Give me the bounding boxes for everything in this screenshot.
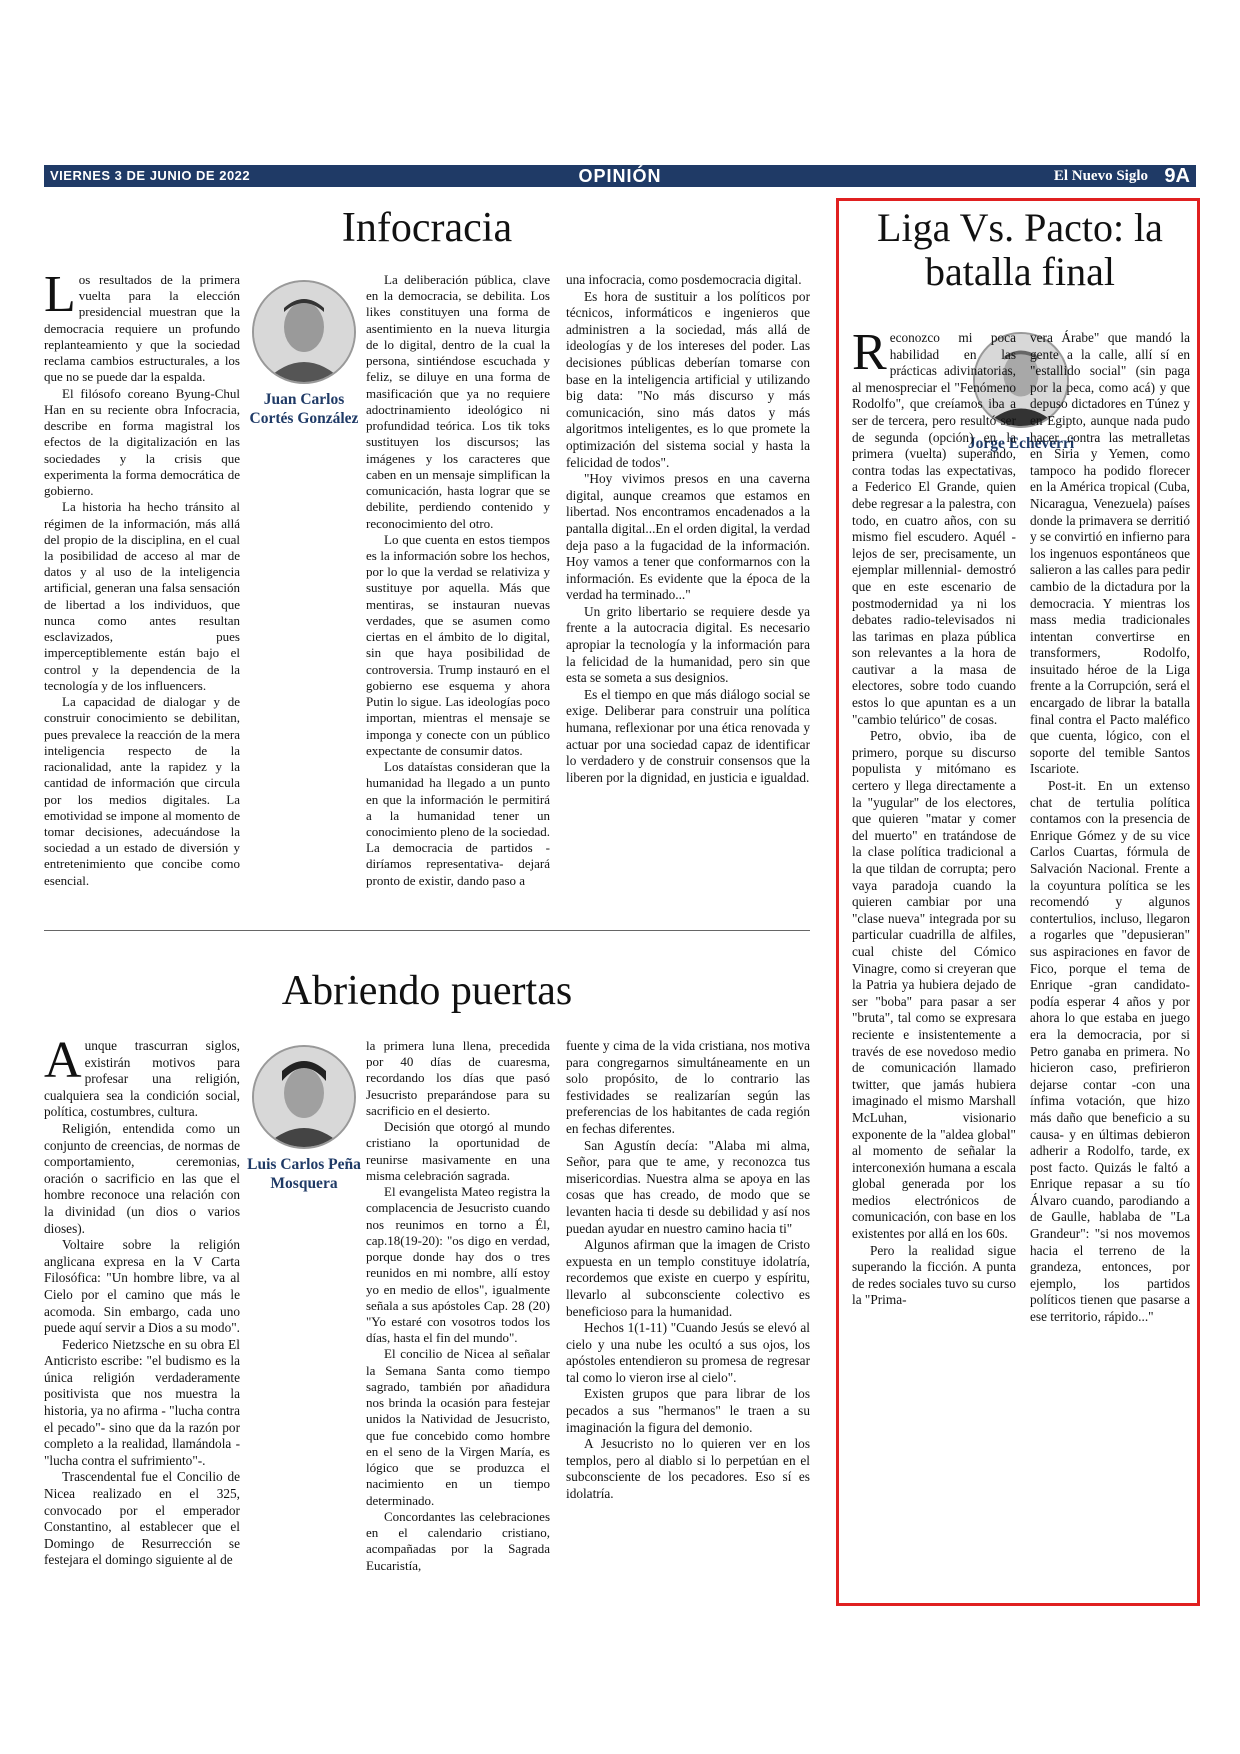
paragraph: la primera luna llena, precedida por 40 días de cuaresma, recordando los días que pasó Jesucristo preparándose para su sacrificio en el desierto.: [366, 1038, 550, 1118]
paragraph: os resultados de la primera vuelta para la elección presidencial muestran que la democracia requiere un profundo replanteamiento y que la sociedad reclama cambios estructurales, a los que no se puede dar la espalda.: [44, 272, 240, 385]
header-page-number: 9A: [1164, 165, 1190, 187]
paragraph: Petro, obvio, iba de primero, porque su discurso populista y mitómano es certero y llega directamente a la "yugular" de los electores, que quieren "matar y comer del muerto" en tratándose de la clase política tradicional a la que tildan de corrupta; pero vaya paradoja cuando la quieren cambiar por una "clase nueva" integrada por su particular cuadrilla de alfiles, cual chiste del Cómico Vinagre, como si creyeran que la Patria ya hubiera dejado de ser "boba" para pasar a ser "bruta", tal como se expresara reciente e insistentemente a través de ese novedoso medio de comunicación llamado twitter, que jamás hubiera imaginado el mismo Marshall McLuhan, visionario exponente de la "aldea global" al momento de señalar la interconexión humana a escala global generada por los medios electrónicos de comunicación, con base en los existentes por allá en los 60s.: [852, 728, 1016, 1242]
infocracia-column-3: [566, 272, 810, 786]
header-date: VIERNES 3 DE JUNIO DE 2022: [50, 168, 251, 183]
paragraph: El concilio de Nicea al señalar la Semana Santa como tiempo sagrado, también por añadidura nos brinda la ocasión para festejar unidos la Natividad de Jesucristo, que fue concebido como hombre en el seno de la Virgen María, es lógico que se produzca el nacimiento en un tiempo determinado.: [366, 1346, 550, 1508]
paragraph: "Hoy vivimos presos en una caverna digital, aunque creamos que estamos en libertad. Nos encontramos encadenados a la pantalla digital...En el orden digital, la verdad deja paso a la fugacidad de la información. Hoy vamos a tener que conformarnos con la información. Es evidente que la época de la verdad ha terminado...": [566, 471, 810, 603]
paragraph: Lo que cuenta en estos tiempos es la información sobre los hechos, por lo que la verdad se relativiza y sustituye por aquella. Más que mentiras, se instauran nuevas verdades, que se asumen como ciertas en el ámbito de lo digital, sin que haya posibilidad de controversia. Trump instauró en el gobierno ese esquema y ahora Putin lo sigue. Las ideologías poco importan, mientras el mensaje se imponga y conecte con un público expectante de consumir datos.: [366, 531, 550, 758]
infocracia-column-1: [44, 266, 240, 889]
abriendo-column-3: [566, 1038, 810, 1503]
drop-cap: A: [44, 1032, 82, 1089]
author-name: Jorge Echeverri: [967, 435, 1075, 452]
abriendo-column-2: [304, 1038, 550, 1574]
paragraph: Concordantes las celebraciones en el calendario cristiano, acompañadas por la Sagrada Eucaristía,: [366, 1508, 550, 1573]
paragraph: Federico Nietzsche en su obra El Anticristo escribe: "el budismo es la única religión verdaderamente positivista que nos muestra la historia, ya no afirma - "lucha contra el pecado"- sino que da la razón por completo a la realidad, llamándola - "lucha contra el sufrimiento"-.: [44, 1336, 240, 1468]
paragraph: El filósofo coreano Byung-Chul Han en su reciente obra Infocracia, describe en forma magistral los efectos de la digitalización en las sociedades y la crisis que experimenta la forma democrática de gobierno.: [44, 385, 240, 499]
paragraph: Pero la realidad sigue superando la ficción. A punta de redes sociales tuvo su curso la "Prima-: [852, 1242, 1016, 1308]
infocracia-column-2: [304, 272, 550, 889]
paragraph: La deliberación pública, clave en la democracia, se debilita. Los likes constituyen una forma de asentimiento en la nueva liturgia de lo digital, dentro de la cual la persona, sintiéndose escuchada y feliz, se diluye en una forma de masificación que ya no requiere adoctrinamiento ideológico ni profundidad teórica. Los tik toks sustituyen los discursos; las imágenes y los caracteres que caben en un mensaje simplifican la comunicación, hasta lograr que se debilite, perdiendo contenido y reconocimiento del otro.: [366, 272, 550, 531]
liga-column-1: [852, 324, 1016, 1309]
paragraph: vera Árabe" que mandó la gente a la calle, allí sí en "estallido social" (sin paga por la peca, como acá) y que depuso dictadores en Túnez y en Egipto, aunque nada pudo hacer contra las metralletas en Siria y Yemen, como tampoco ha podido florecer en la América tropical (Cuba, Nicaragua, Venezuela) países donde la primavera se derritió y se convirtió en infierno para los ingenuos espontáneos que salieron a las calles para pedir cambio de la dictadura por la democracia. Y mientras los mass media tradicionales intentan convertirse en transformers, Rodolfo, insuitado héroe de la Liga frente a la Corrupción, será el encargado de librar la batalla final contra el Pacto maléfico que cuenta, lógico, con el soporte del temible Santos Iscariote.: [1030, 330, 1190, 777]
author-name: Luis Carlos Peña Mosquera: [247, 1156, 361, 1192]
article-title-infocracia: Infocracia: [341, 205, 513, 251]
paragraph: Es el tiempo en que más diálogo social se exige. Deliberar para construir una política humana, reflexionar por una ética renovada y actuar por una sociedad capaz de identificar lo verdadero y de construir consensos que la liberen por la dignidad, en justicia e igualdad.: [566, 686, 810, 785]
paragraph: La historia ha hecho tránsito al régimen de la información, más allá del propio de la disciplina, en el cual la posibilidad de acceso al mar de datos y al uso de la inteligencia artificial, generan una falsa sensación de libertad a los individuos, que nunca como antes resultan esclavizados, pues imperceptiblemente están bajo el control y la dependencia de la tecnología y de los influencers.: [44, 499, 240, 693]
header-section: OPINIÓN: [578, 166, 662, 186]
liga-column-2: [1030, 330, 1190, 1326]
page-header: [44, 165, 1196, 187]
paragraph: Trascendental fue el Concilio de Nicea realizado en el 325, convocado por el emperador Constantino, al establecer que el Domingo de Resurrección se festejara el domingo siguiente al de: [44, 1469, 240, 1568]
paragraph: Voltaire sobre la religión anglicana expresa en la V Carta Filosófica: "Un hombre libre, va al Cielo por el camino que más le acomoda. Sin embargo, cada uno puede aquí servir a Dios a su modo".: [44, 1237, 240, 1336]
paragraph: unque trascurran siglos, existirán motivos para profesar una religión, cualquiera sea la condición social, política, costumbres, cultura.: [44, 1038, 240, 1120]
drop-cap: L: [44, 266, 76, 323]
paragraph: Los dataístas consideran que la humanidad ha llegado a un punto en que la información le permitirá a la humanidad tener un conocimiento pleno de la sociedad. La democracia de partidos - diríamos representativa- dejará pronto de existir, dando paso a: [366, 759, 550, 888]
author-name: Juan Carlos Cortés González: [249, 391, 359, 427]
paragraph: La capacidad de dialogar y de construir conocimiento se debilitan, pues prevalece la reacción de la mera inteligencia respecto de la racionalidad, ante la rapidez y la cantidad de información que circula por los medios digitales. La emotividad se impone al momento de tomar decisiones, adecuándose la sociedad a un estado de diversión y entretenimiento que concibe como esencial.: [44, 694, 240, 888]
section-divider: [44, 930, 810, 931]
paragraph: Religión, entendida como un conjunto de creencias, de normas de comportamiento, ceremonias, oración o sacrificio en las que el hombre reconoce una relación con la divinidad (un dios o varios dioses).: [44, 1120, 240, 1236]
header-logo: El Nuevo Siglo: [1053, 168, 1148, 184]
paragraph: El evangelista Mateo registra la complacencia de Jesucristo cuando nos reunimos en torno a Él, cap.18(19-20): "os digo en verdad, porque donde hay dos o tres reunidos en mi nombre, allí estoy yo en medio de ellos", igualmente señala a sus apóstoles Cap. 28 (20) "Yo estaré con vosotros todos los días, hasta el fin del mundo".: [366, 1184, 550, 1346]
paragraph: Post-it. En un extenso chat de tertulia política contamos con la presencia de Enrique Gómez y de su vice Carlos Cuartas, fórmula de Salvación Nacional. Frente a la coyuntura política se les recomendó y algunos contertulios, incluso, llegaron a rogarles que "depusieran" sus aspiraciones en favor de Fico, porque el tema de Enrique -gran candidato- podía esperar 4 años y por ahora lo que estaba en juego era la democracia, por si Petro ganaba en primera. No hicieron caso, prefirieron dejarse contar -con una ínfima votación, que hizo más daño que beneficio a su causa- y en últimas debieron adherir a Rodolfo, tarde, ex post facto. Quizás le faltó a Enrique repasar a su tío Álvaro cuando, parodiando a de Gaulle, hablaba de "La Grandeur": "si nos movemos hacia el terreno de la grandeza, entonces, por ejemplo, los partidos políticos tienen que pasarse a ese territorio, rápido...": [1030, 778, 1190, 1325]
drop-cap: R: [852, 324, 887, 381]
paragraph: Un grito libertario se requiere desde ya frente a la autocracia digital. Es necesario apropiar la tecnología y la información para la felicidad de la humanidad, pero sin que esta se someta a sus designios.: [566, 603, 810, 686]
paragraph: econozco mi poca habilidad en las prácticas adivinatorias, al menospreciar el "Fenómeno Rodolfo", que creíamos iba a ser de tercera, pero resultó ser de segunda (opción) en la primera (vuelta) superando, contra todas las expectativas, a Federico El Grande, quien debe regresar a la palestra, con todo, en cuatro años, con su mismo fiel escudero. Aquél -lejos de ser, precisamente, un ejemplar millennial- demostró que en este escenario de postmodernidad ya ni los debates radio-televisados ni las tarimas en plaza pública son relevantes a la hora de cautivar a la masa de electores, sobre todo cuando estos lo que apuntan es a un "cambio telúrico" de cosas.: [852, 330, 1016, 727]
article-title-abriendo-puertas: Abriendo puertas: [281, 968, 573, 1014]
paragraph: Decisión que otorgó al mundo cristiano la oportunidad de reunirse masivamente en una misma celebración sagrada.: [366, 1119, 550, 1183]
abriendo-column-1: [44, 1032, 240, 1569]
paragraph: una infocracia, como posdemocracia digital.: [566, 272, 802, 287]
paragraph: Es hora de sustituir a los políticos por técnicos, informáticos e ingenieros que administren a la sociedad, más allá de ideologías y de los intereses del poder. Las decisiones públicas deberían tomarse con base en la inteligencia artificial y utilizando big data: "No más discurso y más comunicación, sino más datos y más algoritmos inteligentes, es lo que promete la optimización del sistema social y hasta la felicidad de todos".: [566, 288, 810, 470]
paragraph: Existen grupos que para librar de los pecados a sus "hermanos" le traen a su imaginación la figura del demonio.: [566, 1386, 810, 1435]
paragraph: fuente y cima de la vida cristiana, nos motiva para congregarnos simultáneamente en un solo propósito, de lo contrario las festividades se realizarían según las preferencias de los habitantes de cada región en fechas diferentes.: [566, 1038, 810, 1136]
paragraph: A Jesucristo no lo quieren ver en los templos, pero al diablo si lo perpetúan en el subconsciente de los pecadores. Eso sí es idolatría.: [566, 1436, 810, 1502]
paragraph: San Agustín decía: "Alaba mi alma, Señor, para que te ame, y reconozca tus misericordias. Nuestra alma se apoya en las cosas que has creado, de modo que se levanten hacia ti desde su debilidad y así nos puedan ayudar en nuestro camino hacia ti": [566, 1137, 810, 1236]
paragraph: Algunos afirman que la imagen de Cristo expuesta en un templo constituye idolatría, recordemos que existe en cuerpo y espíritu, llevarlo al subconsciente colectivo es beneficioso para la humanidad.: [566, 1237, 810, 1319]
paragraph: Hechos 1(1-11) "Cuando Jesús se elevó al cielo y una nube les ocultó a sus ojos, los apóstoles entendieron su promesa de regresar tal como lo vieron irse al cielo".: [566, 1320, 810, 1385]
article-title-liga-vs-pacto: Liga Vs. Pacto: la batalla final: [877, 205, 1163, 294]
